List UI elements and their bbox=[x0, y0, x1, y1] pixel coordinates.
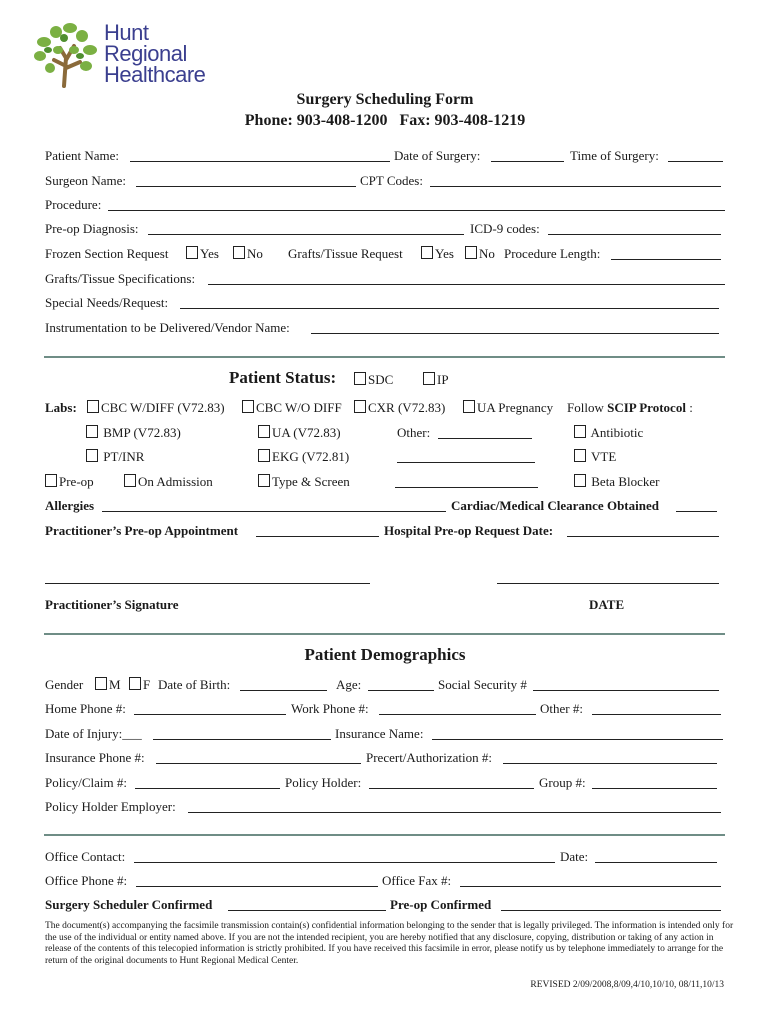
signature-date-label: DATE bbox=[589, 597, 625, 612]
other-lab-field-2[interactable] bbox=[397, 462, 535, 463]
other-phone-label: Other #: bbox=[540, 701, 583, 716]
cbc-diff-option[interactable]: CBC W/DIFF (V72.83) bbox=[87, 400, 225, 416]
hospital-preop-field[interactable] bbox=[567, 536, 719, 537]
ssn-label: Social Security # bbox=[438, 677, 527, 692]
procedure-label: Procedure: bbox=[45, 197, 102, 212]
special-needs-field[interactable] bbox=[180, 308, 719, 309]
ua-pregnancy-checkbox[interactable] bbox=[463, 400, 475, 413]
insurance-name-field[interactable] bbox=[432, 739, 723, 740]
other-lab-field[interactable] bbox=[438, 438, 532, 439]
vte-checkbox[interactable] bbox=[574, 449, 586, 462]
dob-label: Date of Birth: bbox=[158, 677, 231, 692]
practitioner-appt-field[interactable] bbox=[256, 536, 379, 537]
cardiac-clearance-field[interactable] bbox=[676, 511, 717, 512]
gender-f-option[interactable]: F bbox=[129, 677, 150, 693]
form-title: Surgery Scheduling Form bbox=[296, 91, 474, 108]
group-label: Group #: bbox=[539, 775, 586, 790]
ua-pregnancy-option[interactable]: UA Pregnancy bbox=[463, 400, 553, 416]
special-needs-label: Special Needs/Request: bbox=[45, 295, 169, 310]
scheduler-confirmed-field[interactable] bbox=[228, 910, 386, 911]
home-phone-label: Home Phone #: bbox=[45, 701, 126, 716]
grafts-specs-field[interactable] bbox=[208, 284, 725, 285]
policy-holder-field[interactable] bbox=[369, 788, 534, 789]
vte-option[interactable]: VTE bbox=[574, 449, 616, 465]
signature-line[interactable] bbox=[45, 583, 370, 584]
office-phone-label: Office Phone #: bbox=[45, 873, 128, 888]
preop-diagnosis-field[interactable] bbox=[148, 234, 464, 235]
revision-note: REVISED 2/09/2008,8/09,4/10,10/10, 08/11,10/13 bbox=[530, 980, 724, 990]
preop-diagnosis-label: Pre-op Diagnosis: bbox=[45, 221, 139, 236]
pre-op-option[interactable]: Pre-op bbox=[45, 474, 94, 490]
confidentiality-disclaimer: The document(s) accompanying the facsimile transmission contain(s) confidential information belonging to the sender that is legally privileged. The information is intended only for the use of the individual or entity named above. If you are not the intended recipient, you are hereby notified that any disclosure, copying, distribution or taking of any action in release of the contents of this telecopied information is strictly prohibited. If you have received this facsimile in error, please notify us by telephone immediately to arrange for the return of the original documents to Hunt Regional Medical Center. bbox=[45, 921, 734, 966]
cardiac-clearance-label: Cardiac/Medical Clearance Obtained bbox=[451, 498, 659, 513]
icd9-codes-field[interactable] bbox=[548, 234, 721, 235]
allergies-label: Allergies bbox=[45, 498, 95, 513]
labs-label: Labs: bbox=[45, 400, 77, 415]
grafts-no-option[interactable]: No bbox=[465, 246, 495, 262]
scheduler-confirmed-label: Surgery Scheduler Confirmed bbox=[45, 897, 213, 912]
other-phone-field[interactable] bbox=[592, 714, 721, 715]
time-of-surgery-field[interactable] bbox=[668, 161, 723, 162]
insurance-phone-field[interactable] bbox=[156, 763, 361, 764]
hospital-logo bbox=[30, 20, 220, 90]
icd9-codes-label: ICD-9 codes: bbox=[470, 221, 540, 236]
demographics-title: Patient Demographics bbox=[304, 645, 466, 664]
instrumentation-label: Instrumentation to be Delivered/Vendor Name: bbox=[45, 320, 290, 335]
policy-holder-label: Policy Holder: bbox=[285, 775, 362, 790]
ua-checkbox[interactable] bbox=[258, 425, 270, 438]
type-screen-option[interactable]: Type & Screen bbox=[258, 474, 350, 490]
grafts-request-label: Grafts/Tissue Request bbox=[288, 246, 403, 261]
precert-label: Precert/Authorization #: bbox=[366, 750, 492, 765]
section-divider bbox=[44, 834, 725, 836]
ua-option[interactable]: UA (V72.83) bbox=[258, 425, 341, 441]
cbc-wo-option[interactable]: CBC W/O DIFF bbox=[242, 400, 342, 416]
ekg-checkbox[interactable] bbox=[258, 449, 270, 462]
scip-protocol-label: Follow SCIP Protocol : bbox=[567, 400, 693, 415]
grafts-no-checkbox[interactable] bbox=[465, 246, 477, 259]
pt-inr-option[interactable]: PT/INR bbox=[86, 449, 144, 465]
preop-confirmed-field[interactable] bbox=[501, 910, 721, 911]
frozen-section-label: Frozen Section Request bbox=[45, 246, 169, 261]
policy-employer-label: Policy Holder Employer: bbox=[45, 799, 176, 814]
bmp-checkbox[interactable] bbox=[86, 425, 98, 438]
home-phone-field[interactable] bbox=[134, 714, 286, 715]
office-fax-label: Office Fax #: bbox=[382, 873, 452, 888]
cbc-diff-checkbox[interactable] bbox=[87, 400, 99, 413]
office-fax-field[interactable] bbox=[460, 886, 721, 887]
patient-name-label: Patient Name: bbox=[45, 148, 120, 163]
office-contact-field[interactable] bbox=[134, 862, 555, 863]
antibiotic-option[interactable]: Antibiotic bbox=[574, 425, 643, 441]
surgeon-name-field[interactable] bbox=[136, 186, 356, 187]
ip-checkbox[interactable] bbox=[423, 372, 435, 385]
date-of-injury-field[interactable] bbox=[153, 739, 331, 740]
logo-line-1: Hunt bbox=[104, 20, 149, 45]
office-date-label: Date: bbox=[560, 849, 589, 864]
work-phone-field[interactable] bbox=[379, 714, 536, 715]
surgeon-name-label: Surgeon Name: bbox=[45, 173, 126, 188]
cpt-codes-label: CPT Codes: bbox=[360, 173, 423, 188]
type-screen-checkbox[interactable] bbox=[258, 474, 270, 487]
office-phone-field[interactable] bbox=[136, 886, 378, 887]
tree-icon bbox=[30, 20, 102, 88]
procedure-length-field[interactable] bbox=[611, 259, 721, 260]
beta-blocker-checkbox[interactable] bbox=[574, 474, 586, 487]
policy-employer-field[interactable] bbox=[188, 812, 721, 813]
grafts-yes-checkbox[interactable] bbox=[421, 246, 433, 259]
date-of-surgery-field[interactable] bbox=[491, 161, 564, 162]
beta-blocker-option[interactable]: Beta Blocker bbox=[574, 474, 659, 490]
on-admission-checkbox[interactable] bbox=[124, 474, 136, 487]
procedure-field[interactable] bbox=[108, 210, 725, 211]
logo-line-3: Healthcare bbox=[104, 62, 206, 87]
logo-line-2: Regional bbox=[104, 41, 187, 66]
phone-fax: Phone: 903-408-1200 Fax: 903-408-1219 bbox=[244, 112, 526, 129]
gender-m-checkbox[interactable] bbox=[95, 677, 107, 690]
frozen-no-checkbox[interactable] bbox=[233, 246, 245, 259]
policy-claim-label: Policy/Claim #: bbox=[45, 775, 127, 790]
section-divider bbox=[44, 633, 725, 635]
procedure-length-label: Procedure Length: bbox=[504, 246, 601, 261]
other-lab-label: Other: bbox=[397, 425, 431, 440]
gender-label: Gender bbox=[45, 677, 84, 692]
preop-confirmed-label: Pre-op Confirmed bbox=[390, 897, 492, 912]
bmp-option[interactable]: BMP (V72.83) bbox=[86, 425, 181, 441]
other-lab-field-3[interactable] bbox=[395, 487, 538, 488]
date-of-injury-label: Date of Injury:___ bbox=[45, 726, 142, 741]
signature-label: Practitioner’s Signature bbox=[45, 597, 179, 612]
gender-f-checkbox[interactable] bbox=[129, 677, 141, 690]
ekg-option[interactable]: EKG (V72.81) bbox=[258, 449, 349, 465]
grafts-specs-label: Grafts/Tissue Specifications: bbox=[45, 271, 196, 286]
frozen-yes-checkbox[interactable] bbox=[186, 246, 198, 259]
cpt-codes-field[interactable] bbox=[430, 186, 721, 187]
ssn-field[interactable] bbox=[533, 690, 719, 691]
insurance-phone-label: Insurance Phone #: bbox=[45, 750, 145, 765]
patient-status-title: Patient Status: bbox=[229, 368, 337, 387]
on-admission-option[interactable]: On Admission bbox=[124, 474, 213, 490]
work-phone-label: Work Phone #: bbox=[291, 701, 369, 716]
antibiotic-checkbox[interactable] bbox=[574, 425, 586, 438]
hospital-preop-label: Hospital Pre-op Request Date: bbox=[384, 523, 554, 538]
ip-option[interactable]: IP bbox=[423, 372, 449, 388]
age-field[interactable] bbox=[368, 690, 434, 691]
date-of-surgery-label: Date of Surgery: bbox=[394, 148, 481, 163]
office-date-field[interactable] bbox=[595, 862, 717, 863]
sdc-checkbox[interactable] bbox=[354, 372, 366, 385]
dob-field[interactable] bbox=[240, 690, 327, 691]
cbc-wo-checkbox[interactable] bbox=[242, 400, 254, 413]
cxr-option[interactable]: CXR (V72.83) bbox=[354, 400, 445, 416]
frozen-yes-option[interactable]: Yes bbox=[186, 246, 219, 262]
office-contact-label: Office Contact: bbox=[45, 849, 126, 864]
group-field[interactable] bbox=[592, 788, 717, 789]
allergies-field[interactable] bbox=[102, 511, 446, 512]
insurance-name-label: Insurance Name: bbox=[335, 726, 424, 741]
precert-field[interactable] bbox=[503, 763, 717, 764]
instrumentation-field[interactable] bbox=[311, 333, 719, 334]
patient-name-field[interactable] bbox=[130, 161, 390, 162]
grafts-yes-option[interactable]: Yes bbox=[421, 246, 454, 262]
cxr-checkbox[interactable] bbox=[354, 400, 366, 413]
signature-date-line[interactable] bbox=[497, 583, 719, 584]
age-label: Age: bbox=[336, 677, 362, 692]
policy-claim-field[interactable] bbox=[135, 788, 280, 789]
time-of-surgery-label: Time of Surgery: bbox=[570, 148, 659, 163]
section-divider bbox=[44, 356, 725, 358]
gender-m-option[interactable]: M bbox=[95, 677, 121, 693]
pre-op-checkbox[interactable] bbox=[45, 474, 57, 487]
practitioner-appt-label: Practitioner’s Pre-op Appointment bbox=[45, 523, 239, 538]
frozen-no-option[interactable]: No bbox=[233, 246, 263, 262]
pt-inr-checkbox[interactable] bbox=[86, 449, 98, 462]
sdc-option[interactable]: SDC bbox=[354, 372, 393, 388]
